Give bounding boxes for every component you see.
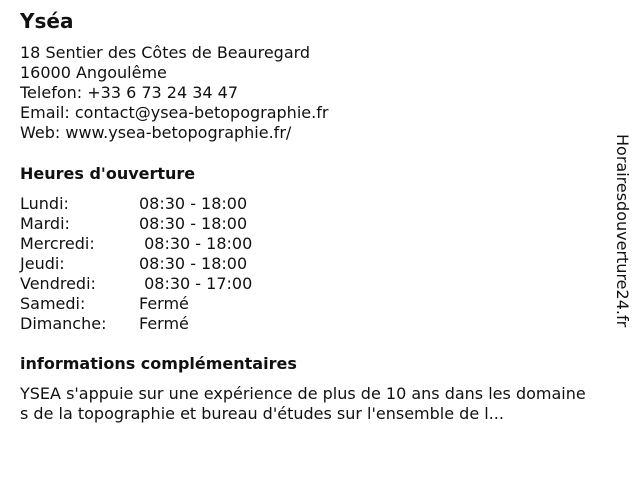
business-description: YSEA s'appuie sur une expérience de plus de 10 ans dans les domaines de la topographie et bureau d'études sur l'ensemble de l... <box>20 384 586 423</box>
opening-hours-heading: Heures d'ouverture <box>20 164 196 183</box>
additional-info-heading: informations complémentaires <box>20 354 297 373</box>
hours-row-tuesday <box>20 214 252 234</box>
hours-row-sunday <box>20 314 252 334</box>
hours-row-saturday <box>20 294 252 314</box>
address-street: 18 Sentier des Côtes de Beauregard <box>20 43 311 62</box>
time-value: 08:30 - 17:00 <box>139 274 253 293</box>
day-label: Jeudi: <box>20 254 65 273</box>
day-label: Dimanche: <box>20 314 107 333</box>
day-label: Mardi: <box>20 214 70 233</box>
website-link[interactable]: Web: www.ysea-betopographie.fr/ <box>20 123 292 142</box>
hours-row-friday <box>20 274 252 294</box>
opening-hours-table <box>20 194 252 334</box>
hours-row-thursday <box>20 254 252 274</box>
time-value: 08:30 - 18:00 <box>139 194 248 213</box>
address-city: 16000 Angoulême <box>20 63 167 82</box>
phone-number[interactable]: Telefon: +33 6 73 24 34 47 <box>20 83 239 102</box>
hours-row-wednesday <box>20 234 252 254</box>
day-label: Samedi: <box>20 294 86 313</box>
time-value: Fermé <box>139 294 189 313</box>
business-name: Yséa <box>20 9 74 33</box>
time-value: 08:30 - 18:00 <box>139 254 248 273</box>
hours-row-monday <box>20 194 252 214</box>
time-value: Fermé <box>139 314 189 333</box>
time-value: 08:30 - 18:00 <box>139 234 253 253</box>
contact-block <box>20 43 328 143</box>
day-label: Vendredi: <box>20 274 96 293</box>
email-address[interactable]: Email: contact@ysea-betopographie.fr <box>20 103 329 122</box>
day-label: Lundi: <box>20 194 69 213</box>
site-brand-watermark: Horairesdouverture24.fr <box>613 134 632 328</box>
time-value: 08:30 - 18:00 <box>139 214 248 233</box>
day-label: Mercredi: <box>20 234 95 253</box>
